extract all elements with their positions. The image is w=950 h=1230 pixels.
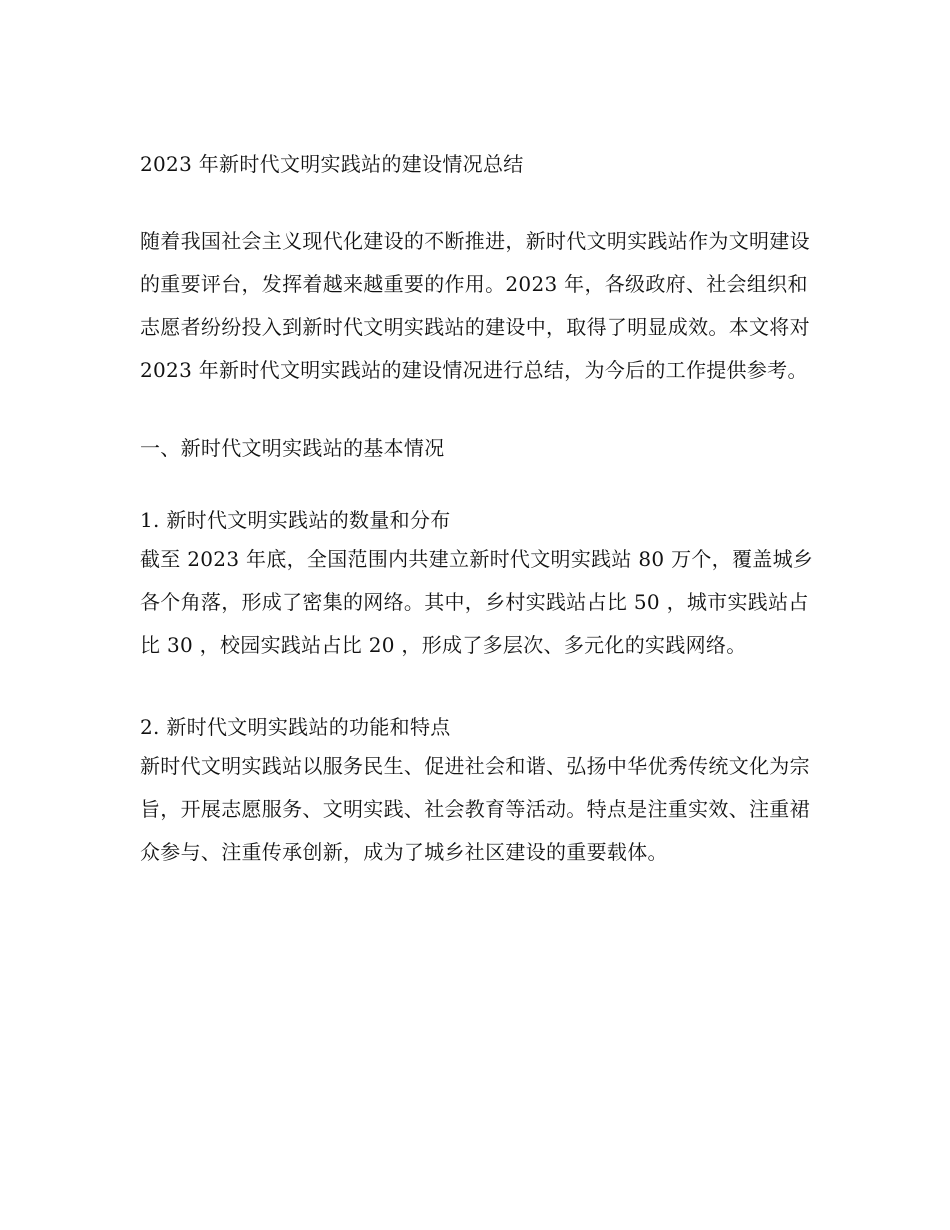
section-heading: 一、新时代文明实践站的基本情况 bbox=[140, 436, 445, 460]
subsection-heading-functions: 2. 新时代文明实践站的功能和特点 bbox=[140, 715, 451, 739]
document-body bbox=[140, 150, 820, 874]
document-title: 2023 年新时代文明实践站的建设情况总结 bbox=[140, 152, 524, 176]
subsection-heading-quantity: 1. 新时代文明实践站的数量和分布 bbox=[140, 508, 451, 532]
intro-paragraph: 随着我国社会主义现代化建设的不断推进，新时代文明实践站作为文明建设的重要评台，发挥着越来越重要的作用。2023 年，各级政府、社会组织和志愿者纷纷投入到新时代文明实践站的建设中，取得了明显成效。本文将对 2023 年新时代文明实践站的建设情况进行总结，为今后的工作提供参考。 bbox=[140, 229, 810, 382]
subsection-paragraph-quantity: 截至 2023 年底，全国范围内共建立新时代文明实践站 80 万个，覆盖城乡各个角落，形成了密集的网络。其中，乡村实践站占比 50 ，城市实践站占比 30 ，校园实践站占比 20 ，形成了多层次、多元化的实践网络。 bbox=[140, 547, 814, 657]
subsection-paragraph-functions: 新时代文明实践站以服务民生、促进社会和谐、弘扬中华优秀传统文化为宗旨，开展志愿服务、文明实践、社会教育等活动。特点是注重实效、注重裙众参与、注重传承创新，成为了城乡社区建设的重要载体。 bbox=[140, 754, 810, 864]
